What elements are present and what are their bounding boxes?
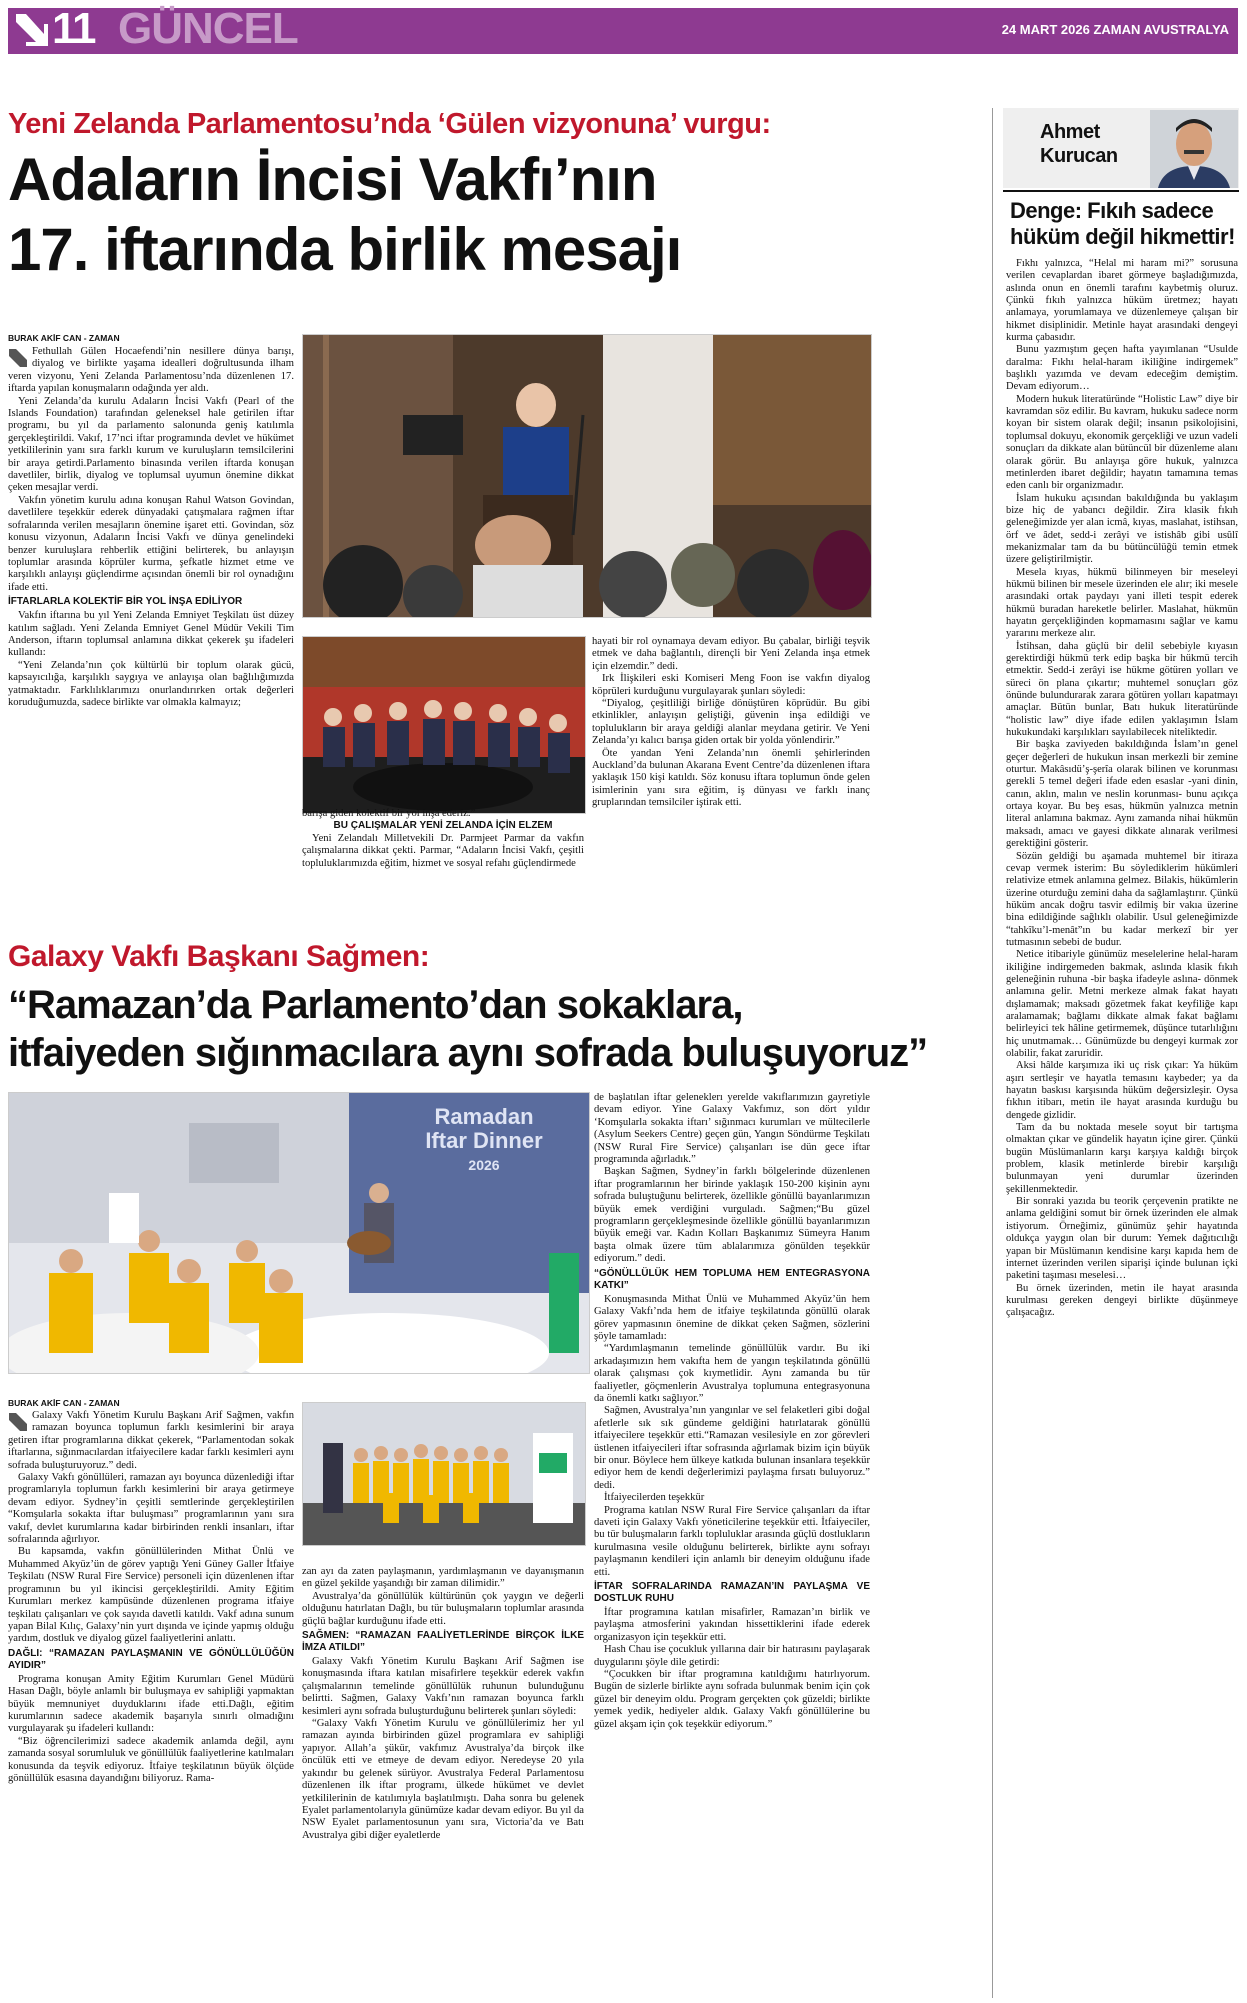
- article2-colA-p1: Galaxy Vakfı Yönetim Kurulu Başkanı Arif Sağmen, vakfın ramazan boyunca toplumun farklı kesimlerini bir araya getiren iftar programlarına dikkat çekerek, “Parlamentodan sokak iftarlarına, sığınmacılardan itfaiyecilere kadar farklı kesimleri aynı sofrada buluşturuyoruz.” dedi.: [8, 1410, 294, 1471]
- article2-col-b: [302, 1566, 584, 1998]
- photo-banner-line3: 2026: [468, 1157, 500, 1173]
- article1-col2: [302, 808, 584, 870]
- article1-col1: [8, 346, 294, 866]
- photo-caption: BU ÇALIŞMALAR YENİ ZELANDA İÇİN ELZEM: [333, 820, 553, 832]
- article2-colA2-p2: “Biz öğrencilerimizi sadece akademik anlamda değil, aynı zamanda sosyal sorumluluk ve gönüllülük faaliyetlerine katılmaları konusunda da teşvik ediyoruz. İtfaiye teşkilatının büyük ölçüde gönüllülük esasına dayandığını biliyoruz. Rama-: [8, 1735, 294, 1784]
- article2-colB2-p2: “Galaxy Vakfı Yönetim Kurulu ve gönüllülerimiz her yıl ramazan ayında birbirinden güzel programlara ev sahipliği yapıyor. Allah’a şükür, vakfımız Avustralya’da birçok ilke öncülük etti ve etmeye de devam ediyor. Neredeyse 20 yıla yakındır bu gelenek sürüyor. Avustralya Federal Parlamentosu düzenlenen ilk iftar programı, ülkede hükümet ve devlet yetkililerinin de katılımıyla başlatılmıştı. Daha sonra bu gelenek Eyalet parlamentolarıyla günümüze kadar devam ediyor. Bu yıl da NSW Eyalet parlamentosunun yanı sıra, Victoria’da ve Batı Avustralya gibi diğer eyaletlerde: [302, 1718, 584, 1841]
- article2-colA2-p1: Programa konuşan Amity Eğitim Kurumları Genel Müdürü Hasan Dağlı, böyle anlamlı bir buluşmaya ev sahipliği yapmaktan büyük memnuniyet duyduklarını ifade etti.Dağlı, eğitim kurumlarının sadece akademik başarıyla sınırlı olmadığını vurgulayarak şu ifadeleri kullandı:: [8, 1673, 294, 1735]
- column-p2: Bunu yazmıştım geçen hafta yayımlanan “Usulde daralma: Fıkhı helal-haram ikiliğine indirgemek” başlıklı yazımda ve devam edeceğim demiştim. Devam ediyorum…: [1006, 344, 1238, 393]
- article1-col1-p3: Vakfın yönetim kurulu adına konuşan Rahul Watson Govindan, davetlilere teşekkür ederek dünyadaki çatışmalara rağmen iftar sofralarında verilen mesajların önemine işaret etti. Govindan, söz konusu vizyonun, Adaların İncisi Vakfı ve dünya genelindeki benzer kuruluşlara rehberlik ettiğini belirterek, bu anlayışın toplumlar arasında köprüler kurma, şefkatle hizmet etme ve karşılıklı anlayışı güçlendirme açısından önemli bir rol oynadığını ifade etti.: [8, 494, 294, 593]
- column-p6: İstihsan, daha güçlü bir delil sebebiyle kıyasın gerektirdiği hükmü terk edip başka bir hükmü tercih etmektir. Sedd-i zerâyi ise hükme götüren yolları ve süreci ön plana çıkartır; muhtemel sonuçları göz önünde bulundurarak zarara götüren yolları kapatmayı amaçlar. Bütün bunlar, Batı hukuk literatüründe “holistic law” diye ifade edilen yaklaşımın İslam hukukundaki karşılıkları sayılabilecek niteliktedir.: [1006, 640, 1238, 739]
- article2-colR2-p4: İtfaiyecilerden teşekkür: [604, 1492, 705, 1504]
- column-divider: [992, 108, 993, 1998]
- arrow-logo-icon: [14, 12, 48, 48]
- article2-colR2-p1: Konuşmasında Mithat Ünlü ve Muhammed Akyüz’ün hem Galaxy Vakfı’nda hem de itfaiye teşkilatında gönüllü olarak görev yapmasının önemine de dikkat çeken Sağmen, sözlerini şöyle tamamladı:: [594, 1293, 870, 1342]
- arrow-bullet-icon: [8, 1412, 28, 1432]
- article2-colB-p2: Avustralya’da gönüllülük kültürünün çok yaygın ve değerli olduğunu hatırlatan Dağlı, bu tür buluşmaların toplumlar arasında güçlü bağlar kurduğunu ifade etti.: [302, 1590, 584, 1627]
- article2-kicker: Galaxy Vakfı Başkanı Sağmen:: [8, 940, 430, 973]
- article1-col1-p2: Yeni Zelanda’da kurulu Adaların İncisi Vakfı (Pearl of the Islands Foundation) tarafından geleneksel hale getirilen iftar programı, bu yıl da parlamento salonunda geniş katılımla gerçekleştirildi. Vakıf, 17’nci iftar programında devlet ve hükümet yetkililerinin yanı sıra farklı kurum ve kuruluşların temsilcilerini bir araya getirdi.Parlamento binasında verilen iftarda konuşan davetliler, birlik, diyalog ve toplumsal uyumun önemine dikkat çeken mesajlar verdi.: [8, 395, 294, 494]
- article2-colR3-p1: İftar programına katılan misafirler, Ramazan’ın birlik ve paylaşma atmosferini yakından hissettiklerini ifade ederek organizasyon için teşekkür etti.: [594, 1607, 870, 1643]
- article2-col-right: [594, 1092, 870, 1998]
- article2-colB2-p1: Galaxy Vakfı Yönetim Kurulu Başkanı Arif Sağmen ise konuşmasında iftara katılan misafirlere teşekkür ederek vakfın çalışmalarının temelinde gönüllülük ruhunun bulunduğunu belirtti. Sağmen, Galaxy Vakfı’nın ramazan boyunca farklı kesimleri aynı sofrada buluşturduğunu belirterek şunları söyledi:: [302, 1656, 584, 1717]
- article1-headline-2: 17. iftarında birlik mesajı: [8, 216, 682, 283]
- article1-col3-p1: hayati bir rol oynamaya devam ediyor. Bu çabalar, birliği teşvik etmek ve daha bağlantılı, dirençli bir Yeni Zelanda inşa etmek için elzemdir.” dedi.: [592, 636, 870, 672]
- column-p7: Bir başka zaviyeden bakıldığında İslam’ın genel geçer değerleri de hukukun insan merkezli bir zemine oturtur. Makâsıdü’ş-şerîa olarak bilinen ve korunması gerekli 5 temel değeri ifade eden esaslar -yani dinin, canın, aklın, malın ve neslin korunması- bunu açıkça ortaya koyar. Bu beş esas, hükmün yalnızca metnin literal anlamına bakmaz. Aynı zamanda nihai hükmün maksadı, amacı ve gayesi dikkate alınarak verilmesi gerektiğini gösterir.: [1006, 739, 1238, 850]
- page-number: 11: [52, 4, 95, 53]
- article2-colR3-p3: “Çocukken bir iftar programına katıldığımı hatırlıyorum. Bugün de sizlerle birlikte aynı sofrada bulunmak benim için çok güzel bir deneyim oldu. Program gerçekten çok güzeldi; birlikte yemek yedik, hediyeler aldık. Galaxy Vakfı gönüllülerine bu güzel akşam için çok teşekkür ediyorum.”: [594, 1669, 870, 1730]
- ramadan-iftar-dinner-photo: [8, 1092, 590, 1374]
- article2-colA-p2: Galaxy Vakfı gönüllüleri, ramazan ayı boyunca düzenlediği iftar programlarıyla toplumun farklı kesimlerini bir araya getirmeye devam ediyor. Sydney’in çeşitli semtlerinde gerçekleştirilen “Komşularla sokakta iftar buluşması” programlarının yanı sıra vakıf, devlet kurumlarına kadar birbirinden renkli insanları, iftar sofralarında ağırlıyor.: [8, 1472, 294, 1546]
- article2-colB-p1: zan ayı da zaten paylaşmanın, yardımlaşmanın ve dayanışmanın en güzel şekilde yaşandığı bir zaman dilimidir.”: [302, 1566, 584, 1590]
- article1-col3: [592, 636, 870, 896]
- column-p10: Aksi hâlde karşımıza iki uç risk çıkar: Ya hüküm aşırı sertleşir ve hayatla temasını kaybeder; ya da hayatın baskısı karşısında hüküm değersizleşir. Oysa fıkhın itibarı, metin ile hayat arasında kurduğu bu dengede gizlidir.: [1006, 1060, 1238, 1121]
- section-title: GÜNCEL: [118, 4, 298, 53]
- column-p5: Mesela kıyas, hükmü bilinmeyen bir meseleyi hükmü bilinen bir mesele üzerinden ele alır; iki mesele arasındaki ortak paydayı yani illeti tespit ederek hükmü buradan hareketle belirler. Maslahat, hükmün hayatın gerçekliğinden kopmamasını sağlar ve kamu yararını merkeze alır.: [1006, 566, 1238, 640]
- article2-colR2-p5: Programa katılan NSW Rural Fire Service çalışanları da iftar daveti için Galaxy Vakfı yöneticilerine teşekkür etti. İtfaiyeciler, bu tür buluşmaların farklı topluluklar arasında güçlü dostlukların kurulmasına vesile olduğunu belirterek, birlikte aynı sofrayı paylaşmanın kendileri için anlamlı bir deneyim olduğunu ifade etti.: [594, 1504, 870, 1578]
- article2-colR-p1: de başlatılan iftar geleneklerı yerelde vakıflarımızın gayretiyle devam ediyor. Yine Galaxy Vakfımız, son dört yıldır ‘Komşularla sokakta iftarı’ sığınmacı kurumları ve mültecilerle (Asylum Seekers Centre) geçen gün, Yangın Söndürme Teşkilatı (NSW Rural Fire Service) çalışanları ise dün gece iftar programında ağırladık.”: [594, 1092, 870, 1166]
- article2-headline-1: “Ramazan’da Parlamento’dan sokaklara,: [8, 983, 743, 1027]
- article2-colR3-p2: Hash Chau ise çocukluk yıllarına dair bir hatırasını paylaşarak duygularını şöyle dile getirdi:: [594, 1644, 870, 1668]
- column-title-rule: [1003, 190, 1239, 192]
- columnist-name: [1040, 120, 1118, 168]
- article1-kicker: Yeni Zelanda Parlamentosu’nda ‘Gülen vizyonuna’ vurgu:: [8, 108, 771, 140]
- article1-col2-top: barışa giden kolektif bir yol inşa ederiz.”: [302, 808, 476, 819]
- photo-banner-line2: Iftar Dinner: [425, 1128, 543, 1153]
- article2-colA-p3: Bu kapsamda, vakfın gönüllülerinden Mithat Ünlü ve Muhammed Akyüz’ün de görev yaptığı Yeni Güney Galler İtfaiye Teşkilatı (NSW Rural Fire Service) personeli için düzenlenen iftar programının bu yıl ikincisi gerçekleştirildi. Amity Eğitim Kurumları merkez kampüsünde düzenlenen programa itfaiye teşkilatı çalışanları ve çok sayıda davetli katıldı. Vakf adına sunum yapan Bilal Kılıç, Galaxy’nin yurt dışında ve içinde yapmış olduğu yardım, dostluk ve diyalog güzel faaliyetlerini anlattı.: [8, 1546, 294, 1645]
- article2-byline: BURAK AKİF CAN - ZAMAN: [8, 1398, 120, 1408]
- column-p13: Bu örnek üzerinden, metin ile hayat arasında kurulması gereken dengeyi birlikte düşünmeye çalışacağız.: [1006, 1282, 1238, 1319]
- column-p4: İslam hukuku açısından bakıldığında bu yaklaşım bize hiç de yabancı değildir. Zira klasik fıkıh geleneğimizde yer alan icmâ, kıyas, maslahat, istihsan, örf ve âdet, sedd-i zerâyi ve istishâb gibi usûlî mekanizmalar tam da bu bütüncülüğü temin etmek üzere geliştirilmiştir.: [1006, 492, 1238, 566]
- column-title: Denge: Fıkıh sadece hüküm değil hikmettir!: [1010, 198, 1235, 249]
- article2-colR-p2: Başkan Sağmen, Sydney’in farklı bölgelerinde düzenlenen iftar programlarının her birinde yaklaşık 150-200 kişinin aynı sofrada buluştuğunu belirterek, özellikle gönüllü bayanlarımızın büyük emek verdiğini vurguladı. Sağmen;“Bu güzel programların gerçekleşmesinde özellikle gönüllü bayanlarımızın büyük emeği var. Kadın Kolları Başkanımız Sümeyra Hanım başta olmak üzere tüm ablalarımıza gönülden teşekkür ediyorum.” dedi.: [594, 1166, 870, 1265]
- column-p3: Modern hukuk literatüründe “Holistic Law” diye bir kavramdan söz edilir. Bu kavram, hukuku sadece norm koyan bir sistem olarak değil; insanın psikolojisini, toplumsal dokuyu, ekonomik gerçekliği ve uzun vadeli sonuçları da dikkate alan bütüncül bir düzenleme alanı olarak görür. Bu anlayışa göre hukuk, yalnızca metinlerden ibaret değildir; hayatın tamamına temas eden canlı bir organizmadır.: [1006, 393, 1238, 492]
- group-photo: [302, 636, 586, 814]
- article1-col1-p1: Fethullah Gülen Hocaefendi’nin nesillere dünya barışı, diyalog ve birlikte yaşama idealleri doğrultusunda ilham veren vizyonu, Yeni Zelanda Parlamentosu’nda düzenlenen 17. iftarda yapılan konuşmaların odağında yer aldı.: [8, 346, 294, 395]
- column-body: [1006, 258, 1238, 1998]
- article1-subhead-1: İFTARLARLA KOLEKTİF BİR YOL İNŞA EDİLİYOR: [8, 596, 243, 608]
- photo-banner: [389, 1105, 579, 1177]
- article2-subhead-r1: “GÖNÜLLÜLÜK HEM TOPLUMA HEM ENTEGRASYONA KATKI”: [594, 1267, 870, 1291]
- masthead: [0, 0, 1247, 62]
- article2-col-a: [8, 1410, 294, 1998]
- photo-banner-line1: Ramadan: [434, 1104, 534, 1129]
- column-p11: Tam da bu noktada mesele soyut bir tartışma olmaktan çıkar ve gündelik hayatın içine girer. Çünkü bugün Müslümanların karşı karşıya kaldığı birçok problem, klasik metinlerde birebir karşılığı bulunmayan yeni durumlar üzerinden şekillenmektedir.: [1006, 1122, 1238, 1195]
- columnist-last-name: Kurucan: [1040, 145, 1118, 167]
- article1-col3-p2: Irk İlişkileri eski Komiseri Meng Foon ise vakfın diyalog köprüleri kurduğunu vurgulayarak şunları söyledi:: [592, 673, 870, 697]
- dateline: 24 MART 2026 ZAMAN AVUSTRALYA: [1001, 22, 1229, 37]
- columnist-avatar: [1150, 110, 1238, 188]
- column-p1: Fıkhı yalnızca, “Helal mi haram mi?” sorusuna verilen cevaplardan ibaret görmeye başladığımızda, aslında onun en önemli tarafını kaybetmiş oluruz. Çünkü fıkıh yalnızca hüküm üretmez; hayatı anlamaya, yorumlamaya ve düzenlemeye çalışan bir hikmet disiplinidir. Metinle hayat arasındaki dengeyi kurma çabasıdır.: [1006, 258, 1238, 344]
- article1-col2-p1: Yeni Zelandalı Milletvekili Dr. Parmjeet Parmar da vakfın çalışmalarına dikkat çekti. Parmar, “Adaların İncisi Vakfı, çeşitli topluluklarımızda eğitim, hizmet ve sosyal refahı güçlendirmede: [302, 832, 584, 869]
- column-p12: Bir sonraki yazıda bu teorik çerçevenin pratikte ne anlama geldiğini somut bir örnek üzerinden ele almak istiyorum. Örneğimiz, günümüz şehir hayatında oldukça yaygın olan bir durum: Yemek dağıtıcılığı yapan bir Müslümanın kendisine karşı kapıda hem de internet üzerinden verilen siparişi içinde bulunan içki paketini taşıması meselesi…: [1006, 1196, 1238, 1282]
- article2-subhead-b: SAĞMEN: “RAMAZAN FAALİYETLERİNDE BİRÇOK İLKE İMZA ATILDI”: [302, 1630, 584, 1654]
- article2-subhead-a: DAĞLI: “RAMAZAN PAYLAŞMANIN VE GÖNÜLLÜLÜĞÜN AYIDIR”: [8, 1647, 294, 1671]
- firefighters-group-photo: [302, 1402, 586, 1546]
- article1-col1b-p2: “Yeni Zelanda’nın çok kültürlü bir toplum olarak gücü, kapsayıcılığa, karşılıklı saygıya ve anlayışa olan bağlılığımızda yatmaktadır. Farklılıklarımızı onurlandırırken ortak değerleri koruduğumuzda, sadece birlikte var olmakla kalmayız;: [8, 659, 294, 708]
- article1-byline: BURAK AKİF CAN - ZAMAN: [8, 333, 120, 343]
- article1-col3-p4: Öte yandan Yeni Zelanda’nın önemli şehirlerinden Auckland’da bulunan Akarana Event Centre’da düzenlenen iftara yaklaşık 150 kişi katıldı. Söz konusu iftara toplumun önde gelen isimlerinin yanı sıra eğitim, iş dünyası ve farklı inanç gruplarından temsilciler iştirak etti.: [592, 747, 870, 809]
- article2-subhead-r2: İFTAR SOFRALARINDA RAMAZAN’IN PAYLAŞMA VE DOSTLUK RUHU: [594, 1581, 870, 1605]
- parliament-iftar-photo: [302, 334, 872, 618]
- column-p9: Netice itibariyle günümüz meselelerine helal-haram ikiliğine indirgemeden bakmak, aslında klasik fıkıh geleneğinin ruhuna -bir başka ifadeyle aslına- dönmek anlamına gelir. Metni merkeze almak fakat hayatı dışlamamak; maksadı gözetmek fakat keyfiliğe kapı aralamamak; bağlamı dikkate almak fakat bağlamı belirleyici tek hâline getirmemek, düşünce tutarlılığını hiç unutmamak… Günümüzde bu dengeyi kurmak zor olabilir, fakat zaruridir.: [1006, 949, 1238, 1059]
- article1-headline-1: Adaların İncisi Vakfı’nın: [8, 146, 657, 213]
- article1-col1b-p1: Vakfın iftarına bu yıl Yeni Zelanda Emniyet Teşkilatı üst düzey katılım sağladı. Yeni Zelanda Emniyet Genel Müdür Vekili Tim Anderson, iftarın toplumsal anlamına dikkat çekerek şu ifadeleri kullandı:: [8, 610, 294, 659]
- article2-colR2-p2: “Yardımlaşmanın temelinde gönüllülük vardır. Bu iki arkadaşımızın hem vakıfta hem de yangın teşkilatında gönüllü olarak çalışması çok kıymetlidir. Aynı zamanda bu tür faaliyetler, göçmenlerin Avustralya toplumuna entegrasyonuna da önemli katkı sağlıyor.”: [594, 1343, 870, 1404]
- article1-col3-p3: “Diyalog, çeşitliliği birliğe dönüştüren köprüdür. Bu gibi etkinlikler, anlayışın geliştiği, güvenin inşa edildiği ve toplulukların bir araya geldiği alanlar meydana getirir. Ve Yeni Zelanda’yı kalıcı barışa giden ortak bir yolda yönlendirir.”: [592, 698, 870, 747]
- article2-headline-2: itfaiyeden sığınmacılara aynı sofrada buluşuyoruz”: [8, 1031, 928, 1075]
- arrow-bullet-icon: [8, 348, 28, 368]
- column-p8: Sözün geldiği bu aşamada muhtemel bir itiraza cevap vermek isterim: Bu söylediklerim hükümleri relativize etmek anlamına gelmez. Bilakis, hükümlerin üzerine oturduğu zemini daha da sağlamlaştırır. Çünkü hüküm ancak doğru tasvir edilmiş bir vakıa üzerine bina edildiğinde sağlıklı olabilir. Usul geleneğimizde “tahkîku’l-menât”ın bu kadar merkezî bir yer tutmasının sebebi de budur.: [1006, 850, 1238, 948]
- article2-colR2-p3: Sağmen, Avustralya’nın yangınlar ve sel felaketleri gibi doğal afetlerle sık sık gündeme geldiğini hatırlatarak gönüllü itfaiyecilere teşekkür etti.“Ramazan vesilesiyle en zor görevleri üstlenen itfaiyecileri iftar sofrasında ağırlamak bizim için büyük bir onur. Böylece hem ülkeye katkıda bulunan insanlara teşekkür ediyor hem de kendi değerlerimizi paylaşma fırsatı buluyoruz.” dedi.: [594, 1405, 870, 1491]
- columnist-first-name: Ahmet: [1040, 121, 1100, 143]
